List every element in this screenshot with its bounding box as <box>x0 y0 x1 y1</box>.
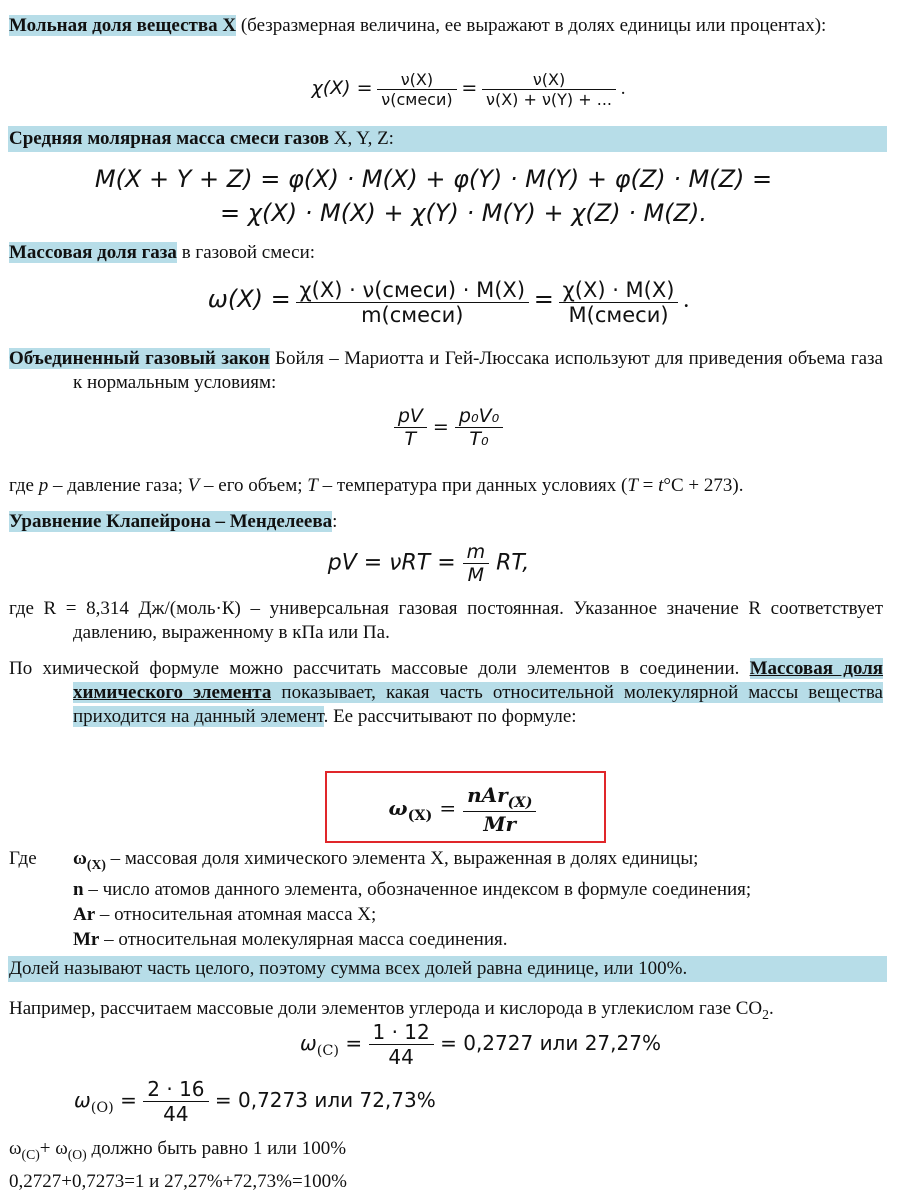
frac-num: 2 · 16 <box>147 1077 205 1101</box>
text: Например, рассчитаем массовые доли элементов углерода и кислорода в углекислом газе CO <box>9 998 763 1019</box>
formula-rhs: RT, <box>496 550 530 576</box>
oxygen-formula <box>74 1077 436 1126</box>
mole-fraction-paragraph <box>9 14 883 38</box>
fraction <box>455 405 503 450</box>
formula-end: . <box>620 77 626 99</box>
frac-num: p₀V₀ <box>458 405 500 427</box>
def-symbol: Ar <box>73 903 96 925</box>
text: – его объем; <box>199 475 308 496</box>
formula-eq: = <box>461 76 478 99</box>
sub: (O) <box>67 1146 87 1162</box>
mass-fraction-gas-formula <box>0 278 897 327</box>
mass-fraction-gas-term: Массовая доля газа <box>9 242 177 263</box>
text: должно быть равно 1 или 100% <box>86 1138 347 1159</box>
formula-lhs: ω <box>300 1031 317 1055</box>
formula-eq: = <box>120 1088 137 1112</box>
formula-lhs: pV = νRT = <box>327 550 456 576</box>
formula-eq: = <box>533 284 554 313</box>
frac-den: ν(X) + ν(Y) + ... <box>482 89 616 109</box>
frac-den: 44 <box>369 1044 434 1069</box>
highlighted-text: показывает, какая часть относительной молекулярной массы вещества приходится на данный элемент <box>73 682 883 727</box>
clapeyron-term: Уравнение Клапейрона – Менделеева <box>9 511 333 532</box>
clapeyron-heading <box>9 510 883 534</box>
formula-end: . <box>683 286 690 313</box>
avg-molar-mass-term: Средняя молярная масса смеси газов <box>9 128 330 149</box>
fraction <box>369 1020 434 1069</box>
frac-num: 1 · 12 <box>372 1020 430 1044</box>
frac-num <box>463 783 536 811</box>
frac-num: χ(X) · ν(смеси) · M(X) <box>299 278 526 302</box>
element-mass-fraction-formula <box>14 783 897 836</box>
gas-law-where <box>9 474 883 498</box>
fraction <box>463 783 536 836</box>
mole-fraction-formula <box>20 70 897 109</box>
frac-num: ν(X) <box>400 70 434 89</box>
fraction <box>394 405 427 450</box>
symbol-tc: t <box>658 475 664 496</box>
text: : <box>332 511 338 532</box>
def-desc: – массовая доля химического элемента X, выраженная в долях единицы; <box>105 848 699 869</box>
definition-row <box>9 902 751 927</box>
text: . <box>769 998 774 1019</box>
definition-row <box>9 927 751 952</box>
formula-eq: = <box>432 416 449 438</box>
frac-den: m(смеси) <box>296 302 529 327</box>
formula-lhs: ω(X) = <box>207 284 291 313</box>
text: . Ее рассчитывают по формуле: <box>323 706 577 727</box>
fraction <box>296 278 529 327</box>
mole-fraction-term: Мольная доля вещества X <box>9 15 237 36</box>
frac-den: T₀ <box>455 427 503 450</box>
fraction <box>463 541 490 586</box>
def-symbol: Mr <box>73 928 100 950</box>
co2-sub: 2 <box>762 1006 769 1022</box>
symbol-t: T <box>307 475 318 496</box>
num-sub: (X) <box>507 794 533 811</box>
gas-law-text: Бойля – Мариотта и Гей-Люссака используют для приведения объема газа к нормальным условиям: <box>73 348 883 393</box>
avg-molar-mass-text: X, Y, Z: <box>329 128 394 149</box>
def-symbol: n <box>73 878 84 900</box>
text: = <box>637 475 659 496</box>
mole-fraction-text: (безразмерная величина, ее выражают в долях единицы или процентах): <box>236 15 827 36</box>
where-label: Где <box>9 848 37 869</box>
frac-den: ν(смеси) <box>377 89 456 109</box>
carbon-formula <box>32 1020 897 1069</box>
definitions-list <box>9 846 751 952</box>
frac-den: M <box>463 563 490 586</box>
avg-molar-mass-formula <box>0 162 897 230</box>
avg-molar-mass-heading <box>9 127 883 151</box>
def-desc: – число атомов данного элемента, обозначенное индексом в формуле соединения; <box>83 878 752 900</box>
fraction <box>143 1077 208 1126</box>
definition-row <box>9 877 751 902</box>
frac-num: χ(X) · M(X) <box>562 278 675 302</box>
frac-num: ν(X) <box>532 70 566 89</box>
text: где <box>9 475 39 496</box>
gas-law-term: Объединенный газовый закон <box>9 348 270 369</box>
frac-num: pV <box>397 405 423 427</box>
definition-row <box>9 846 751 877</box>
formula-rhs: = 0,7273 или 72,73% <box>214 1088 436 1112</box>
formula-eq: = <box>439 796 457 820</box>
frac-den: M(смеси) <box>559 302 679 327</box>
text: По химической формуле можно рассчитать массовые доли элементов в соединении. <box>9 658 750 679</box>
clapeyron-formula <box>0 541 877 586</box>
mass-fraction-gas-text: в газовой смеси: <box>176 242 316 263</box>
text: – давление газа; <box>48 475 188 496</box>
formula-line-2: = χ(X) · M(X) + χ(Y) · M(Y) + χ(Z) · M(Z). <box>220 199 707 227</box>
text: – температура при данных условиях ( <box>317 475 628 496</box>
gas-constant-note: где R = 8,314 Дж/(моль·К) – универсальная газовая постоянная. Указанное значение R соответствует давлению, выраженному в кПа или Па. <box>9 598 883 643</box>
formula-sub: (C) <box>316 1043 340 1059</box>
element-mass-fraction-paragraph <box>9 657 883 729</box>
text: ω <box>9 1138 22 1159</box>
sum-statement <box>9 1137 883 1167</box>
fraction <box>559 278 679 327</box>
def-sub: (X) <box>86 856 106 872</box>
symbol-p: p <box>38 475 49 496</box>
sum-rule: Долей называют часть целого, поэтому сумма всех долей равна единице, или 100%. <box>9 958 688 979</box>
formula-line-1: M(X + Y + Z) = φ(X) · M(X) + φ(Y) · M(Y) + φ(Z) · M(Z) = <box>94 165 773 193</box>
formula-eq: = <box>345 1031 363 1055</box>
formula-lhs: χ(X) = <box>311 76 373 99</box>
symbol-v: V <box>187 475 200 496</box>
def-symbol: ω <box>73 848 87 869</box>
sum-check: 0,2727+0,7273=1 и 27,27%+72,73%=100% <box>9 1171 348 1192</box>
formula-sub: (X) <box>407 807 433 824</box>
fraction <box>482 70 616 109</box>
formula-lhs: ω <box>74 1088 91 1112</box>
def-desc: – относительная молекулярная масса соединения. <box>99 928 508 950</box>
formula-sub: (O) <box>90 1100 114 1116</box>
num-text: nAr <box>467 783 508 807</box>
def-desc: – относительная атомная масса X; <box>95 903 377 925</box>
symbol-t: T <box>627 475 638 496</box>
frac-den: 44 <box>143 1101 208 1126</box>
text: + ω <box>39 1138 68 1159</box>
mass-fraction-gas-heading <box>9 241 883 265</box>
formula-lhs: ω <box>388 796 408 820</box>
text: °C + 273). <box>663 475 744 496</box>
gas-law-paragraph <box>9 347 883 395</box>
fraction <box>377 70 456 109</box>
gas-law-formula <box>0 405 897 450</box>
frac-den: T <box>394 427 427 450</box>
sub: (C) <box>21 1146 40 1162</box>
formula-rhs: = 0,2727 или 27,27% <box>440 1031 661 1055</box>
frac-den: Mr <box>463 811 536 836</box>
element-mass-fraction-term: Массовая доля химического элемента <box>73 658 884 703</box>
frac-num: m <box>466 541 486 563</box>
